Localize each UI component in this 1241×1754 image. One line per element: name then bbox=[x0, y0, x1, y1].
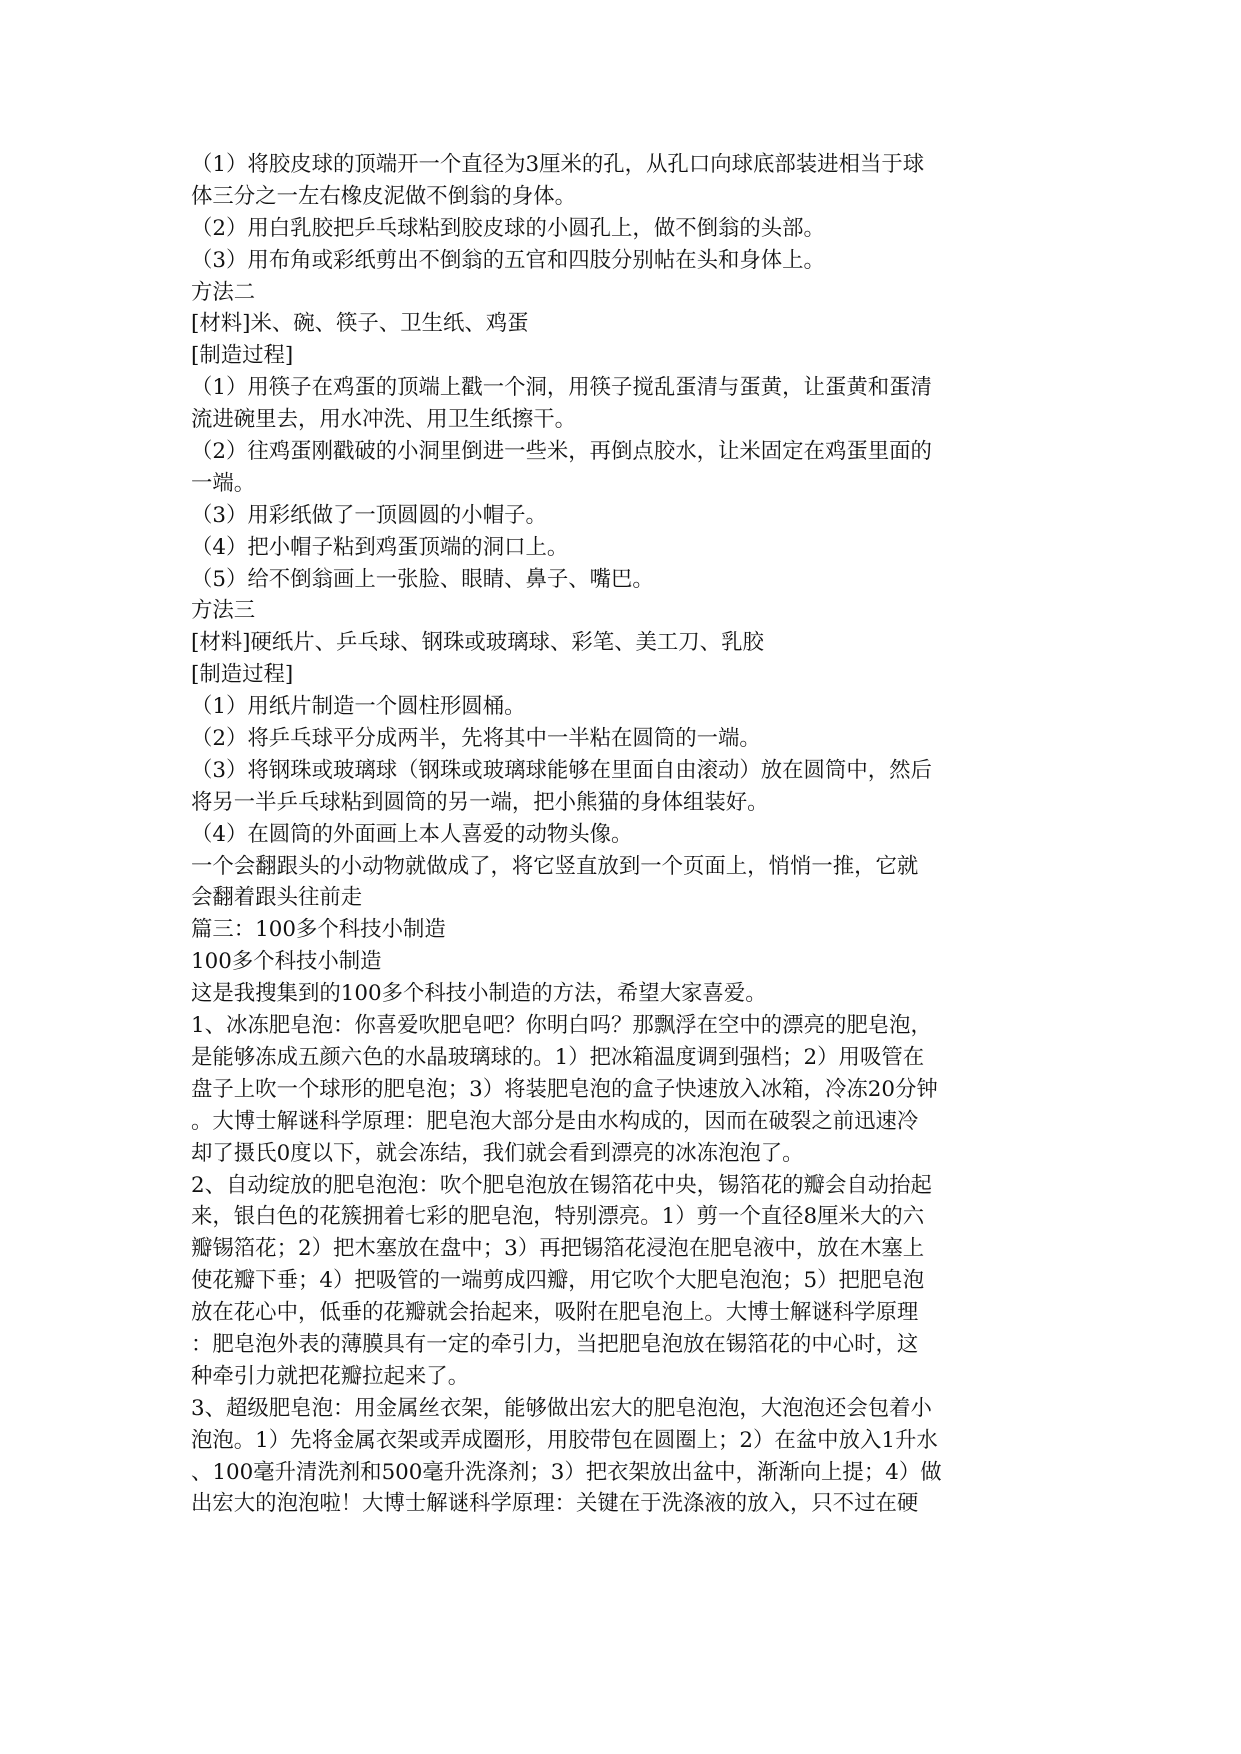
text-line: （4）在圆筒的外面画上本人喜爱的动物头像。 bbox=[191, 821, 633, 847]
text-line: 体三分之一左右橡皮泥做不倒翁的身体。 bbox=[191, 183, 577, 209]
text-line: （3）将钢珠或玻璃球（钢珠或玻璃球能够在里面自由滚动）放在圆筒中，然后 bbox=[191, 757, 932, 783]
text-line: （3）用彩纸做了一顶圆圆的小帽子。 bbox=[191, 502, 547, 528]
text-line: 是能够冻成五颜六色的水晶玻璃球的。1）把冰箱温度调到强档；2）用吸管在 bbox=[191, 1044, 925, 1070]
text-line: （4）把小帽子粘到鸡蛋顶端的洞口上。 bbox=[191, 534, 569, 560]
text-line: （3）用布角或彩纸剪出不倒翁的五官和四肢分别帖在头和身体上。 bbox=[191, 247, 825, 273]
text-line: 1、冰冻肥皂泡：你喜爱吹肥皂吧？你明白吗？那飘浮在空中的漂亮的肥皂泡， bbox=[191, 1013, 932, 1039]
text-line: （1）用纸片制造一个圆柱形圆桶。 bbox=[191, 694, 526, 720]
text-line: 盘子上吹一个球形的肥皂泡；3）将装肥皂泡的盒子快速放入冰箱，冷冻20分钟 bbox=[191, 1076, 938, 1102]
text-line: （1）用筷子在鸡蛋的顶端上戳一个洞，用筷子搅乱蛋清与蛋黄，让蛋黄和蛋清 bbox=[191, 375, 932, 401]
text-line: 这是我搜集到的100多个科技小制造的方法，希望大家喜爱。 bbox=[191, 981, 767, 1007]
text-line: 100多个科技小制造 bbox=[191, 949, 382, 975]
text-line: 出宏大的泡泡啦！大博士解谜科学原理：关键在于洗涤液的放入，只不过在硬 bbox=[191, 1491, 919, 1517]
text-line: 瓣锡箔花；2）把木塞放在盘中；3）再把锡箔花浸泡在肥皂液中，放在木塞上 bbox=[191, 1236, 925, 1262]
text-line: 2、自动绽放的肥皂泡泡：吹个肥皂泡放在锡箔花中央，锡箔花的瓣会自动抬起 bbox=[191, 1172, 932, 1198]
text-line: 一个会翻跟头的小动物就做成了，将它竖直放到一个页面上，悄悄一推，它就 bbox=[191, 853, 919, 879]
text-line: 、100毫升清洗剂和500毫升洗涤剂；3）把衣架放出盆中，渐渐向上提；4）做 bbox=[191, 1459, 942, 1485]
text-line: 方法三 bbox=[191, 598, 256, 624]
text-line: 会翻着跟头往前走 bbox=[191, 885, 363, 911]
text-line: [材料]米、碗、筷子、卫生纸、鸡蛋 bbox=[191, 311, 529, 337]
text-line: 将另一半乒乓球粘到圆筒的另一端，把小熊猫的身体组装好。 bbox=[191, 789, 769, 815]
text-line: 泡泡。1）先将金属衣架或弄成圈形，用胶带包在圆圈上；2）在盆中放入1升水 bbox=[191, 1427, 938, 1453]
document-page bbox=[191, 149, 1051, 1520]
text-line: 方法二 bbox=[191, 279, 256, 305]
text-line: （2）往鸡蛋刚戳破的小洞里倒进一些米，再倒点胶水，让米固定在鸡蛋里面的 bbox=[191, 439, 932, 465]
text-line: （2）将乒乓球平分成两半，先将其中一半粘在圆筒的一端。 bbox=[191, 726, 761, 752]
text-line: 一端。 bbox=[191, 470, 256, 496]
text-line: 却了摄氏0度以下，就会冻结，我们就会看到漂亮的冰冻泡泡了。 bbox=[191, 1140, 804, 1166]
text-line: [制造过程] bbox=[191, 662, 294, 688]
text-line: （1）将胶皮球的顶端开一个直径为3厘米的孔，从孔口向球底部装进相当于球 bbox=[191, 152, 925, 177]
text-line: （2）用白乳胶把乒乓球粘到胶皮球的小圆孔上，做不倒翁的头部。 bbox=[191, 215, 825, 241]
text-line: 。大博士解谜科学原理：肥皂泡大部分是由水构成的，因而在破裂之前迅速冷 bbox=[191, 1108, 919, 1134]
text-line: [制造过程] bbox=[191, 343, 294, 369]
text-line: 流进碗里去，用水冲洗、用卫生纸擦干。 bbox=[191, 407, 577, 433]
text-line: [材料]硬纸片、乒乓球、钢珠或玻璃球、彩笔、美工刀、乳胶 bbox=[191, 630, 764, 656]
text-line: （5）给不倒翁画上一张脸、眼睛、鼻子、嘴巴。 bbox=[191, 566, 654, 592]
text-line: 来，银白色的花簇拥着七彩的肥皂泡，特别漂亮。1）剪一个直径8厘米大的六 bbox=[191, 1204, 925, 1230]
text-line: 3、超级肥皂泡：用金属丝衣架，能够做出宏大的肥皂泡泡，大泡泡还会包着小 bbox=[191, 1395, 932, 1421]
text-line: 篇三：100多个科技小制造 bbox=[191, 917, 446, 943]
text-line: 放在花心中，低垂的花瓣就会抬起来，吸附在肥皂泡上。大博士解谜科学原理 bbox=[191, 1300, 919, 1326]
text-line: 使花瓣下垂；4）把吸管的一端剪成四瓣，用它吹个大肥皂泡泡；5）把肥皂泡 bbox=[191, 1268, 925, 1294]
text-line: 种牵引力就把花瓣拉起来了。 bbox=[191, 1363, 470, 1389]
text-line: ：肥皂泡外表的薄膜具有一定的牵引力，当把肥皂泡放在锡箔花的中心时，这 bbox=[191, 1331, 919, 1357]
